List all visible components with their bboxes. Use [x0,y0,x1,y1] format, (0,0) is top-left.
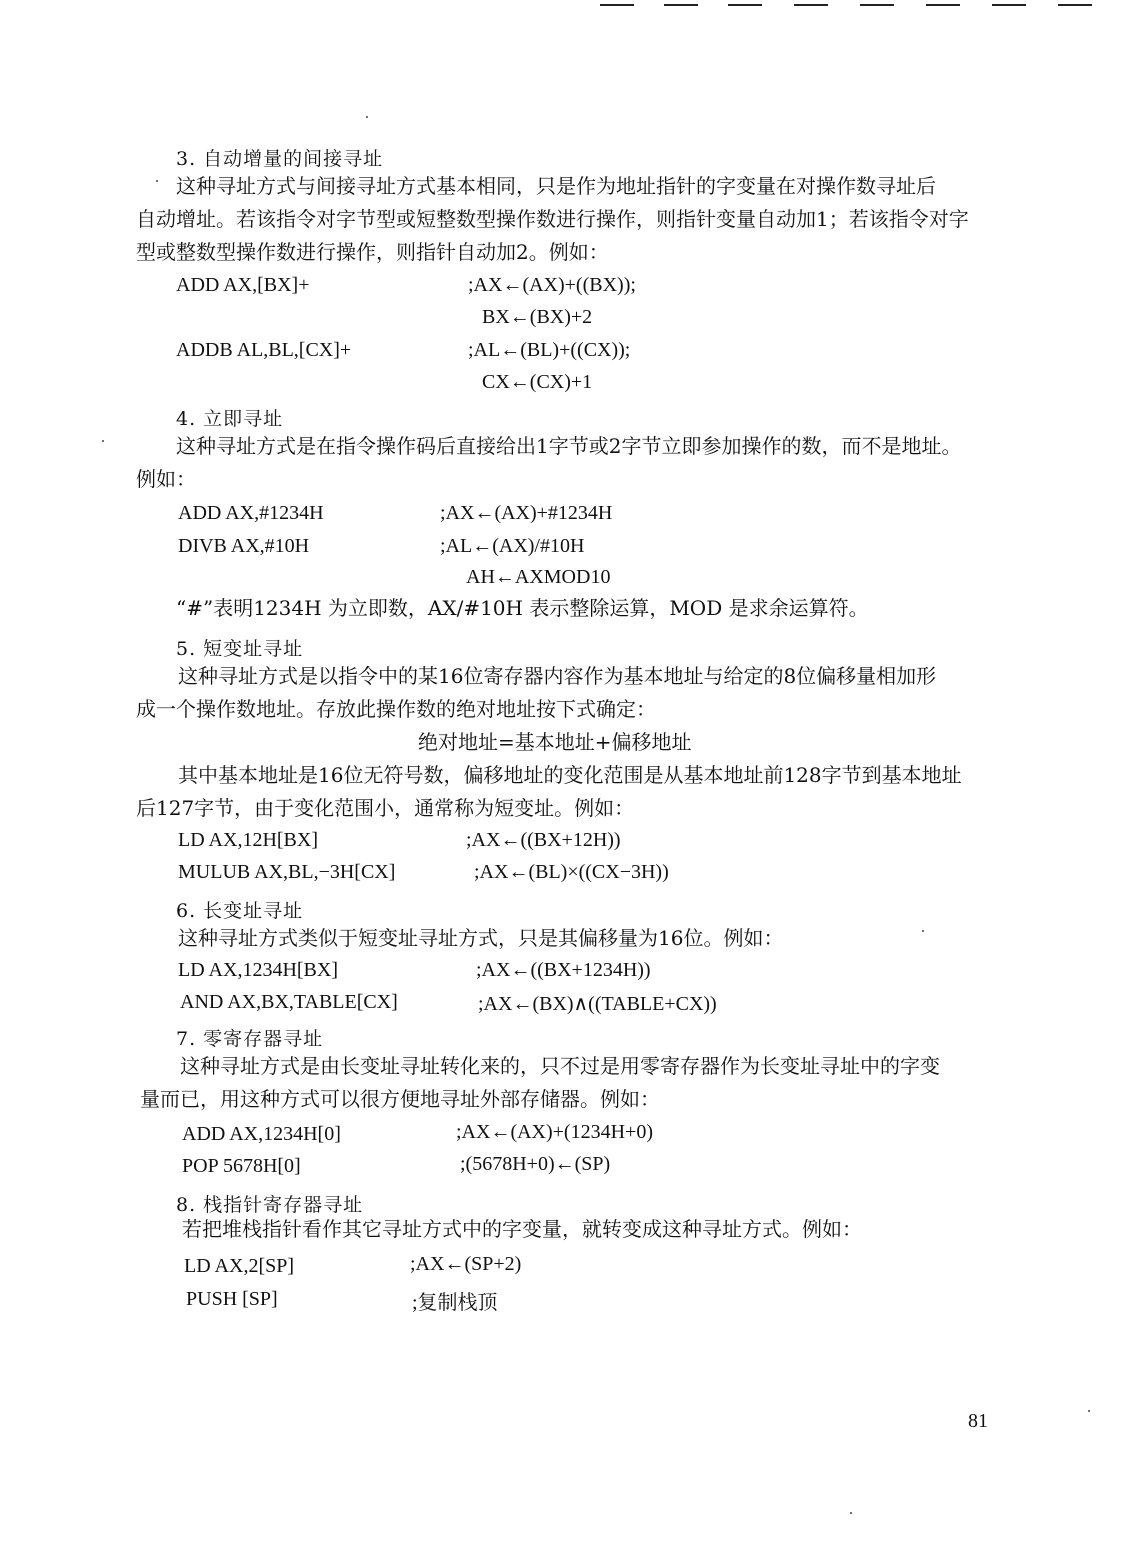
code-comment: ;AL←(BL)+((CX)); [468,339,631,361]
scan-speck [922,930,924,932]
paragraph-line: 若把堆栈指针看作其它寻址方式中的字变量，就转变成这种寻址方式。例如： [182,1217,862,1241]
paragraph-line: 这种寻址方式与间接寻址方式基本相同，只是作为地址指针的字变量在对操作数寻址后 [176,174,936,198]
code-instruction: PUSH [SP] [186,1288,278,1310]
code-instruction: LD AX,12H[BX] [178,829,318,851]
code-comment: CX←(CX)+1 [482,371,593,393]
code-comment: ;AL←(AX)/#10H [440,535,585,557]
page-number: 81 [968,1410,988,1432]
paragraph-line: 这种寻址方式是由长变址寻址转化来的，只不过是用零寄存器作为长变址寻址中的字变 [180,1054,940,1078]
code-instruction: ADD AX,[BX]+ [176,274,310,296]
paragraph-line: 后127字节，由于变化范围小，通常称为短变址。例如： [136,796,635,820]
code-comment: ;复制栈顶 [412,1292,498,1314]
code-comment: ;AX←(BL)×((CX−3H)) [474,861,669,883]
section-heading: 4. 立即寻址 [176,408,284,430]
scan-speck [850,1512,852,1514]
code-instruction: ADD AX,1234H[0] [182,1123,341,1145]
code-comment: ;(5678H+0)←(SP) [460,1153,611,1175]
code-comment: BX←(BX)+2 [482,306,593,328]
paragraph-line: 这种寻址方式是以指令中的某16位寄存器内容作为基本地址与给定的8位偏移量相加形 [178,664,937,688]
code-instruction: LD AX,1234H[BX] [178,959,338,981]
code-comment: ;AX←(AX)+#1234H [440,502,613,524]
section-heading: 7. 零寄存器寻址 [176,1028,324,1050]
code-comment: ;AX←(AX)+((BX)); [468,274,636,296]
scan-speck [366,116,368,118]
code-comment: ;AX←(BX)∧((TABLE+CX)) [478,993,717,1015]
code-instruction: POP 5678H[0] [182,1155,301,1177]
code-instruction: ADDB AL,BL,[CX]+ [176,339,352,361]
code-comment: ;AX←(SP+2) [410,1253,522,1275]
scan-speck [102,440,104,442]
code-comment: ;AX←((BX+12H)) [466,829,621,851]
section-heading: 5. 短变址寻址 [176,638,304,660]
scan-speck [1088,1410,1090,1412]
note-line: “#”表明1234H 为立即数，AX/#10H 表示整除运算，MOD 是求余运算符。 [176,596,869,620]
scan-speck [156,180,158,182]
code-instruction: LD AX,2[SP] [184,1255,295,1277]
code-comment: ;AX←(AX)+(1234H+0) [456,1121,653,1143]
paragraph-line: 这种寻址方式是在指令操作码后直接给出1字节或2字节立即参加操作的数，而不是地址。 [176,434,962,458]
paragraph-line: 例如： [136,467,196,491]
section-heading: 8. 栈指针寄存器寻址 [176,1194,364,1216]
code-comment: ;AX←((BX+1234H)) [476,959,651,981]
code-instruction: MULUB AX,BL,−3H[CX] [178,861,396,883]
paragraph-line: 成一个操作数地址。存放此操作数的绝对地址按下式确定： [136,697,656,721]
paragraph-line: 型或整数型操作数进行操作，则指针自动加2。例如： [136,240,609,264]
paragraph-line: 这种寻址方式类似于短变址寻址方式，只是其偏移量为16位。例如： [178,926,784,950]
code-instruction: AND AX,BX,TABLE[CX] [180,991,398,1013]
section-heading: 3. 自动增量的间接寻址 [176,148,384,170]
code-comment: AH←AXMOD10 [466,566,611,588]
code-instruction: ADD AX,#1234H [178,502,324,524]
paragraph-line: 量而已，用这种方式可以很方便地寻址外部存储器。例如： [140,1087,660,1111]
section-heading: 6. 长变址寻址 [176,900,304,922]
formula: 绝对地址=基本地址+偏移地址 [418,730,692,754]
paragraph-line: 自动增址。若该指令对字节型或短整数型操作数进行操作，则指针变量自动加1；若该指令对字 [136,207,969,231]
paragraph-line: 其中基本地址是16位无符号数，偏移地址的变化范围是从基本地址前128字节到基本地址 [178,763,962,787]
code-instruction: DIVB AX,#10H [178,535,310,557]
